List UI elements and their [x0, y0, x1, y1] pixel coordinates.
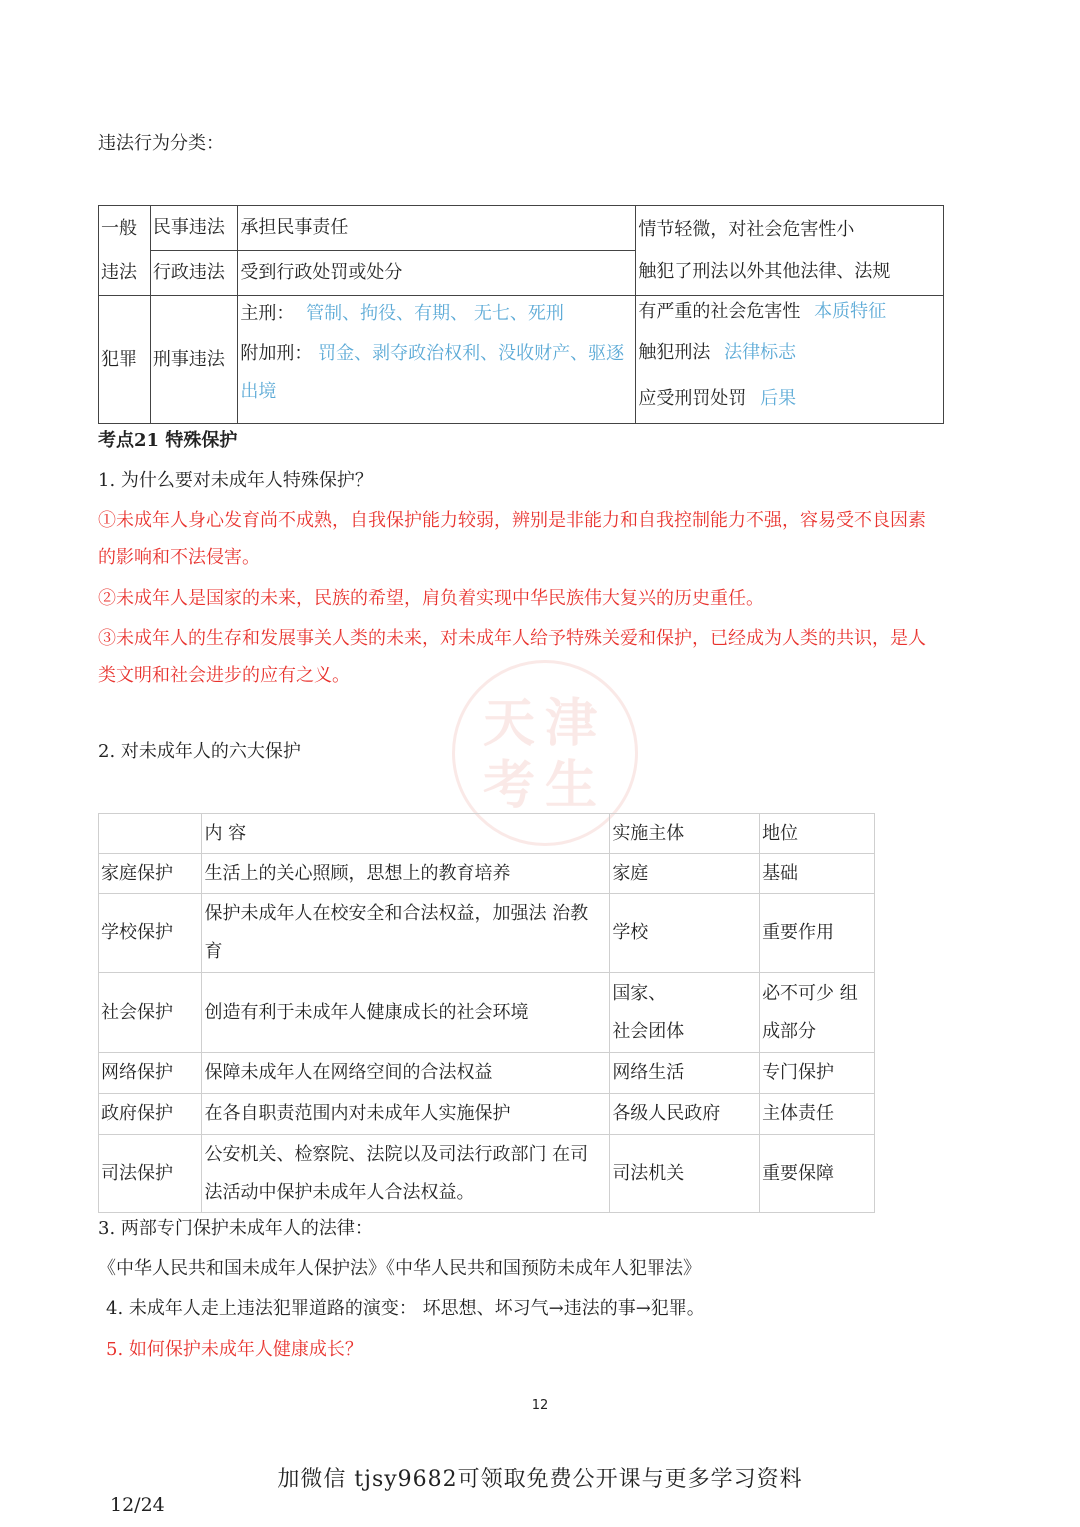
- question-4: 4. 未成年人走上违法犯罪道路的演变： 坏思想、坏习气→违法的事→犯罪。: [106, 1298, 705, 1319]
- main-penalty: 管制、拘役、有期、 无七、死刑: [306, 303, 564, 324]
- table-row: 政府保护 在各自职责范围内对未成年人实施保护 各级人民政府 主体责任: [99, 1094, 875, 1135]
- watermark-seal: 天津考生: [452, 660, 638, 846]
- illegal-acts-table: [98, 205, 944, 424]
- section-title: 考点21 特殊保护: [98, 430, 238, 451]
- legal-sign-note: 法律标志: [724, 342, 797, 363]
- answer-1-1a: ①未成年人身心发育尚不成熟，自我保护能力较弱，辨别是非能力和自我控制能力不强，容易受不良因素: [98, 510, 926, 531]
- footer-ad: 加微信 tjsy9682可领取免费公开课与更多学习资料: [277, 1467, 803, 1492]
- admin-consequence: 受到行政处罚或处分: [238, 251, 636, 296]
- header-subject: 实施主体: [610, 814, 760, 854]
- table-row: 网络保护 保障未成年人在网络空间的合法权益 网络生活 专门保护: [99, 1053, 875, 1094]
- question-5: 5. 如何保护未成年人健康成长？: [106, 1339, 363, 1360]
- crime-label: 犯罪: [99, 296, 151, 424]
- general-features: 情节轻微，对社会危害性小 触犯了刑法以外其他法律、法规: [636, 206, 944, 296]
- answer-1-1b: 的影响和不法侵害。: [98, 547, 260, 568]
- crime-features: 有严重的社会危害性 本质特征 触犯刑法 法律标志 应受刑罚处罚 后果: [636, 296, 944, 424]
- answer-1-2: ②未成年人是国家的未来，民族的希望，肩负着实现中华民族伟大复兴的历史重任。: [98, 588, 764, 609]
- civil-illegal: 民事违法: [150, 206, 238, 251]
- question-1: 1. 为什么要对未成年人特殊保护？: [98, 470, 373, 491]
- table-row: 学校保护 保护未成年人在校安全和合法权益，加强法 治教 育 学校 重要作用: [99, 894, 875, 973]
- extra-penalty: 罚金、剥夺政治权利、没收财产、驱逐: [318, 343, 625, 364]
- question-2: 2. 对未成年人的六大保护: [98, 741, 301, 762]
- admin-illegal: 行政违法: [150, 251, 238, 296]
- six-protections-table: [98, 813, 875, 1213]
- penalties: [238, 296, 636, 424]
- main-penalty-label: 主刑：: [240, 303, 295, 324]
- extra-penalty-cont: 出境: [240, 381, 277, 402]
- answer-1-3b: 类文明和社会进步的应有之义。: [98, 665, 350, 686]
- table-header-row: [99, 814, 875, 854]
- classify-heading: 违法行为分类：: [98, 133, 224, 154]
- header-name: [99, 814, 202, 854]
- extra-penalty-label: 附加刑：: [240, 343, 313, 364]
- general-illegal-label: 一般 违法: [99, 206, 151, 296]
- consequence-note: 后果: [760, 388, 797, 409]
- answer-1-3a: ③未成年人的生存和发展事关人类的未来，对未成年人给予特殊关爱和保护，已经成为人类的共识，是人: [98, 628, 926, 649]
- page-counter: 12/24: [110, 1494, 165, 1516]
- question-3: 3. 两部专门保护未成年人的法律：: [98, 1218, 373, 1239]
- table-row: 司法保护 公安机关、检察院、法院以及司法行政部门 在司 法活动中保护未成年人合法权益。 司法机关 重要保障: [99, 1135, 875, 1213]
- essential-feature-note: 本质特征: [814, 301, 887, 322]
- header-content: 内 容: [202, 814, 610, 854]
- answer-3: 《中华人民共和国未成年人保护法》《中华人民共和国预防未成年人犯罪法》: [98, 1258, 701, 1279]
- table-row: 家庭保护 生活上的关心照顾，思想上的教育培养 家庭 基础: [99, 854, 875, 894]
- civil-consequence: 承担民事责任: [238, 206, 636, 251]
- header-status: 地位: [760, 814, 875, 854]
- criminal-illegal: 刑事违法: [150, 296, 238, 424]
- table-row: 社会保护 创造有利于未成年人健康成长的社会环境 国家、 社会团体 必不可少 组 成部分: [99, 973, 875, 1053]
- page-number: 12: [531, 1398, 549, 1413]
